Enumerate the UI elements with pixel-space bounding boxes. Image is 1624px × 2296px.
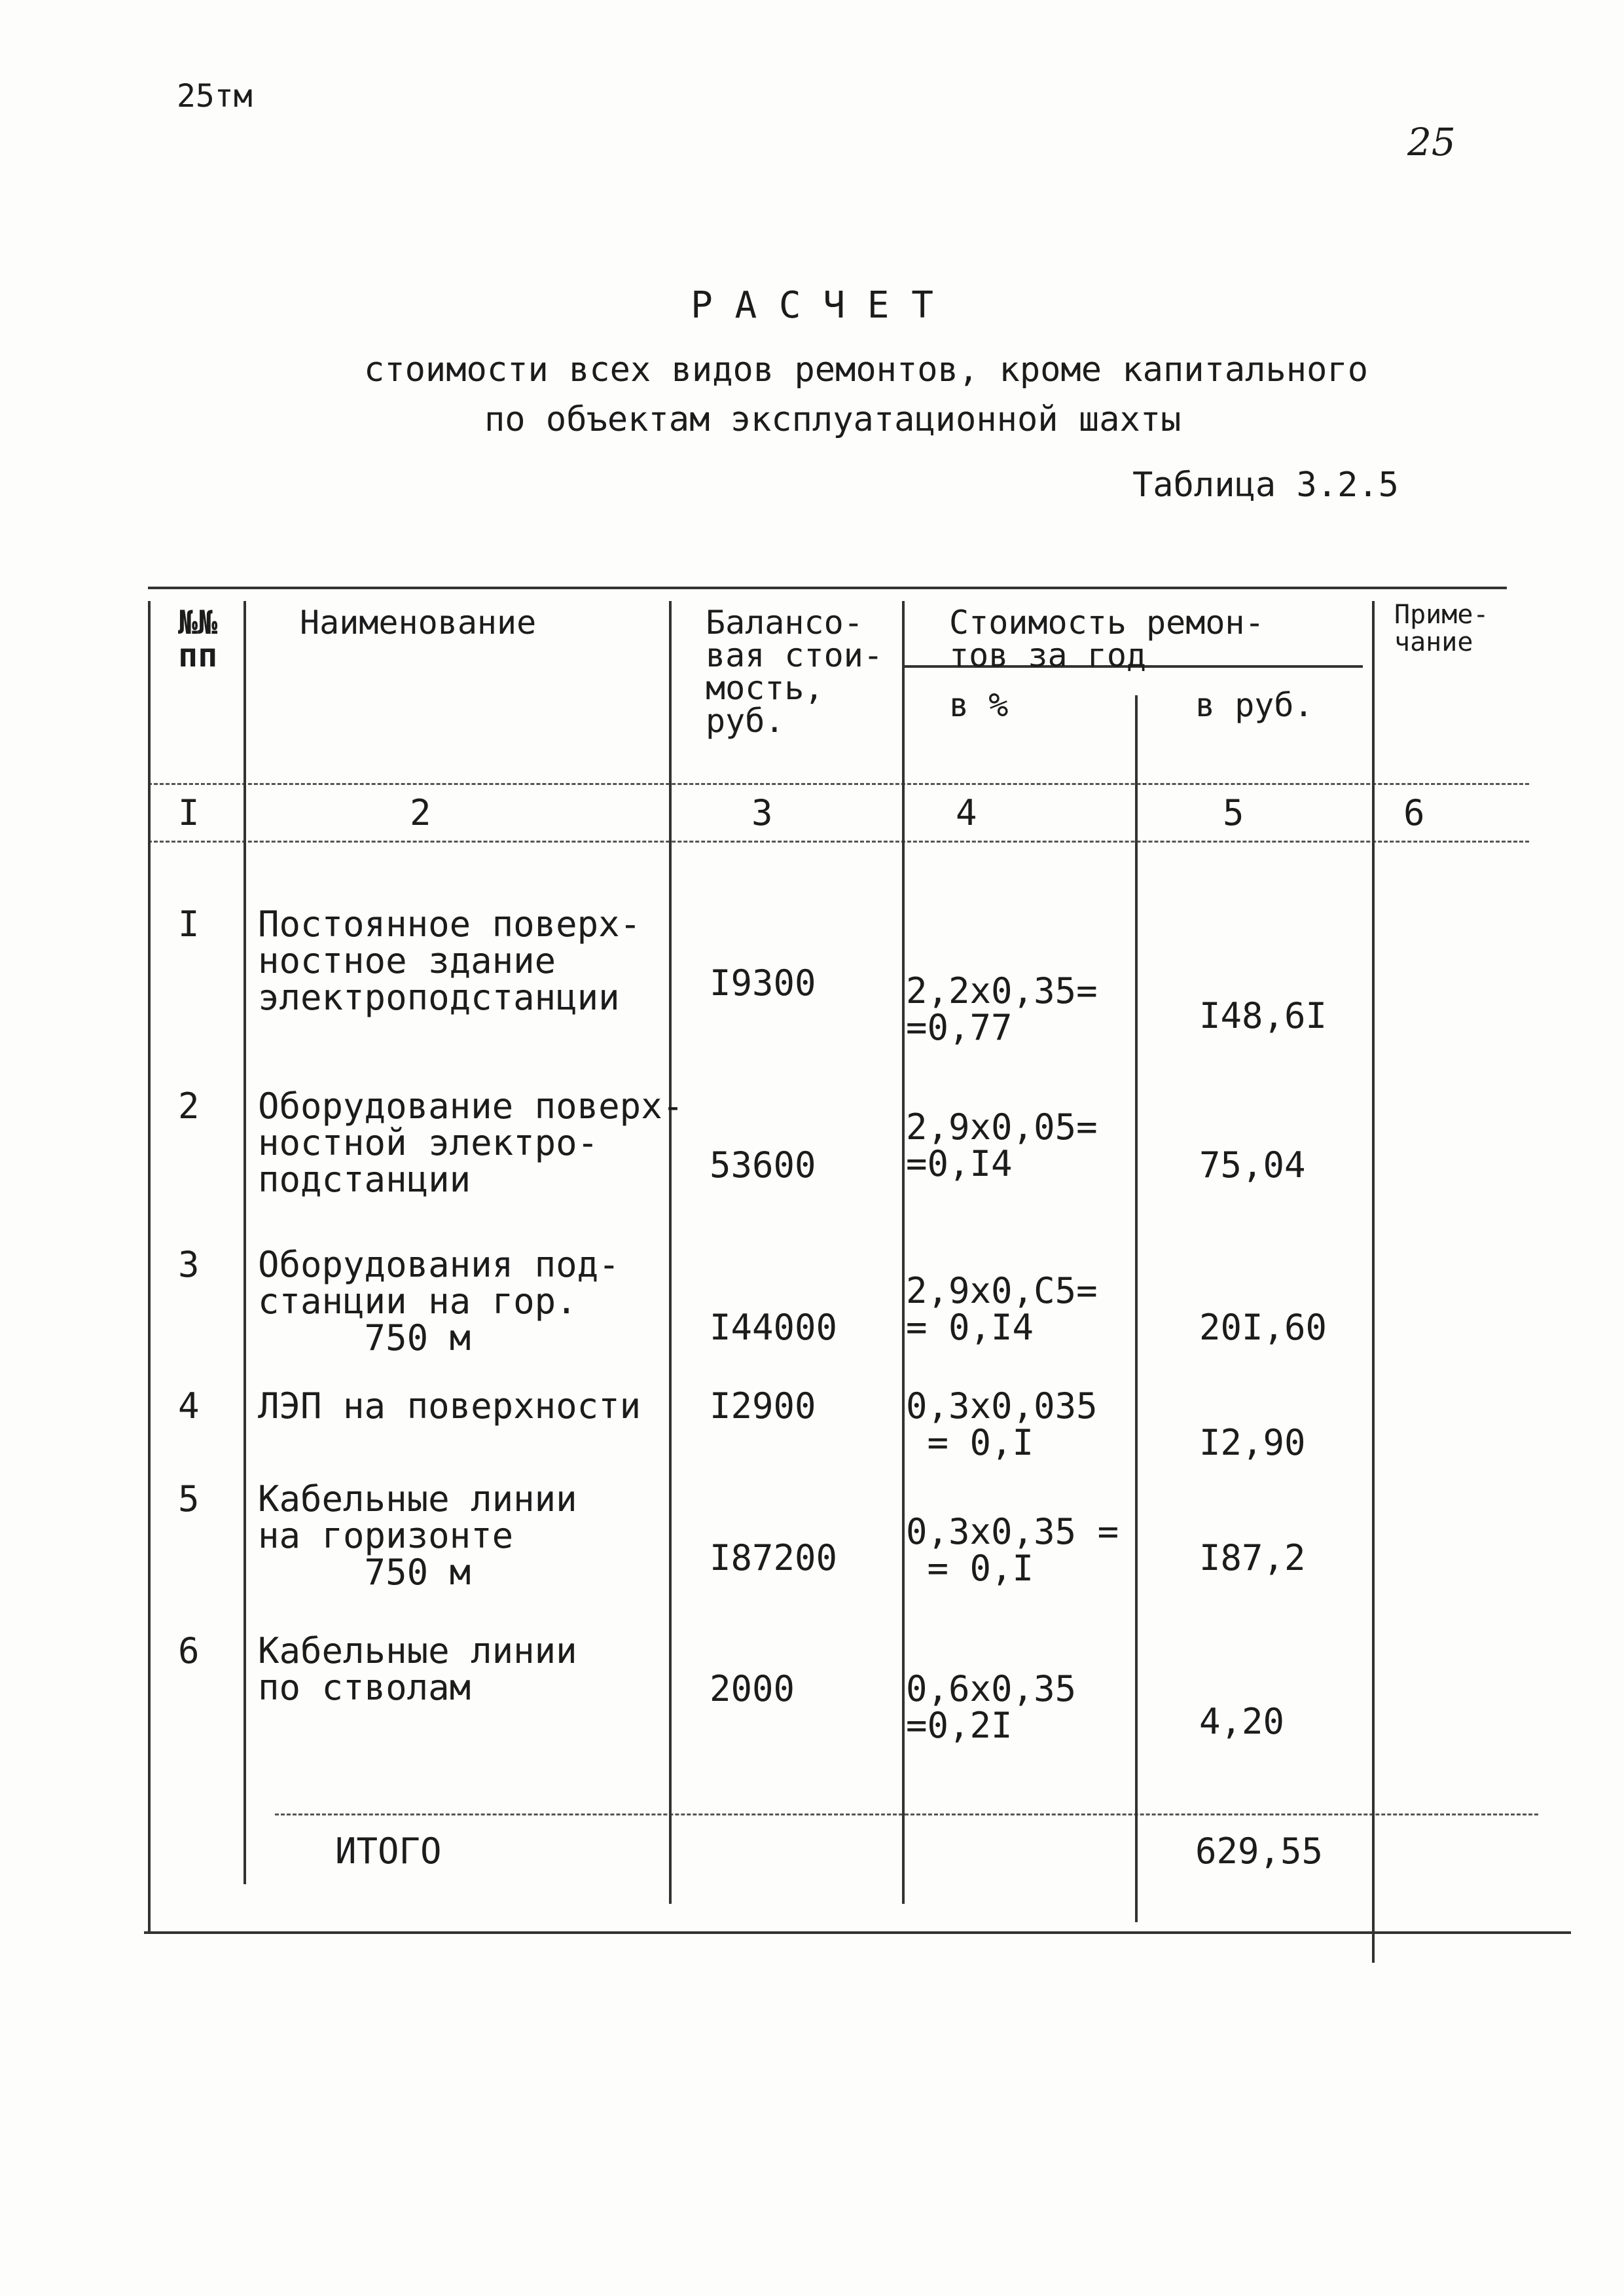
col-number-4: 4 — [956, 792, 977, 833]
row-num: 6 — [178, 1630, 200, 1671]
row-name: Кабельные линии по стволам — [258, 1630, 577, 1708]
row-percent: 0,3x0,35 = = 0,I — [906, 1511, 1119, 1589]
col-number-3: 3 — [751, 792, 773, 833]
header-note: Приме- чание — [1394, 600, 1489, 657]
row-rub: I48,6I — [1199, 995, 1327, 1036]
row-percent: 2,9x0,C5= = 0,I4 — [906, 1270, 1098, 1348]
row-rub: 75,04 — [1199, 1144, 1306, 1186]
row-balance: I44000 — [710, 1307, 838, 1348]
header-cost-group: Стоимость ремон- тов за год — [949, 604, 1265, 674]
row-balance: I9300 — [710, 962, 816, 1004]
total-label: ИТОГО — [335, 1831, 442, 1872]
row-num: I — [178, 903, 200, 945]
col-divider-4 — [1135, 695, 1138, 1922]
col-divider-2 — [669, 601, 672, 1904]
header-rub: в руб. — [1195, 686, 1314, 724]
document-title: Р А С Ч Е Т — [691, 284, 933, 327]
row-rub: I87,2 — [1199, 1537, 1306, 1578]
header-bottom-rule — [148, 783, 1529, 785]
total-top-rule — [275, 1813, 1538, 1815]
col-divider-5 — [1372, 601, 1375, 1963]
row-balance: I87200 — [710, 1537, 838, 1578]
title-line-2: по объектам эксплуатационной шахты — [484, 400, 1182, 439]
document-stamp: 25тм — [177, 78, 253, 115]
col-numbers-rule — [148, 841, 1529, 843]
row-balance: 2000 — [710, 1668, 795, 1709]
row-name: Оборудование поверх- ностной электро- подстанции — [258, 1085, 684, 1200]
row-num: 3 — [178, 1244, 200, 1285]
row-name: Кабельные линии на горизонте 750 м — [258, 1478, 577, 1593]
table-top-rule — [148, 587, 1507, 589]
col-divider-1 — [244, 601, 246, 1884]
page-number: 25 — [1407, 120, 1456, 164]
row-rub: I2,90 — [1199, 1422, 1306, 1463]
table-bottom-rule — [144, 1931, 1571, 1934]
row-name: Оборудования под- станции на гор. 750 м — [258, 1244, 620, 1358]
header-balance: Балансо- вая стои- мость, руб. — [706, 604, 883, 740]
row-percent: 0,6x0,35 =0,2I — [906, 1668, 1077, 1746]
row-balance: 53600 — [710, 1144, 816, 1186]
col-number-2: 2 — [410, 792, 431, 833]
row-rub: 20I,60 — [1199, 1307, 1327, 1348]
title-line-1: стоимости всех видов ремонтов, кроме капитального — [364, 350, 1369, 390]
row-rub: 4,20 — [1199, 1701, 1285, 1742]
table-label: Таблица 3.2.5 — [1132, 465, 1399, 505]
header-percent: в % — [949, 686, 1009, 724]
row-num: 5 — [178, 1478, 200, 1520]
header-name: Наименование — [300, 604, 537, 642]
row-name: ЛЭП на поверхности — [258, 1385, 641, 1427]
row-percent: 2,2x0,35= =0,77 — [906, 970, 1098, 1048]
row-name: Постоянное поверх- ностное здание электроподстанции — [258, 903, 641, 1018]
col-number-5: 5 — [1223, 792, 1244, 833]
row-num: 4 — [178, 1385, 200, 1427]
header-num: №№ пп — [178, 604, 218, 674]
col-divider-3 — [902, 601, 905, 1904]
row-balance: I2900 — [710, 1385, 816, 1427]
col-number-1: I — [178, 792, 200, 833]
col-number-6: 6 — [1403, 792, 1425, 833]
row-num: 2 — [178, 1085, 200, 1127]
total-value: 629,55 — [1195, 1831, 1324, 1872]
row-percent: 2,9x0,05= =0,I4 — [906, 1106, 1098, 1184]
row-percent: 0,3x0,035 = 0,I — [906, 1385, 1098, 1463]
table-left-border — [148, 601, 151, 1933]
